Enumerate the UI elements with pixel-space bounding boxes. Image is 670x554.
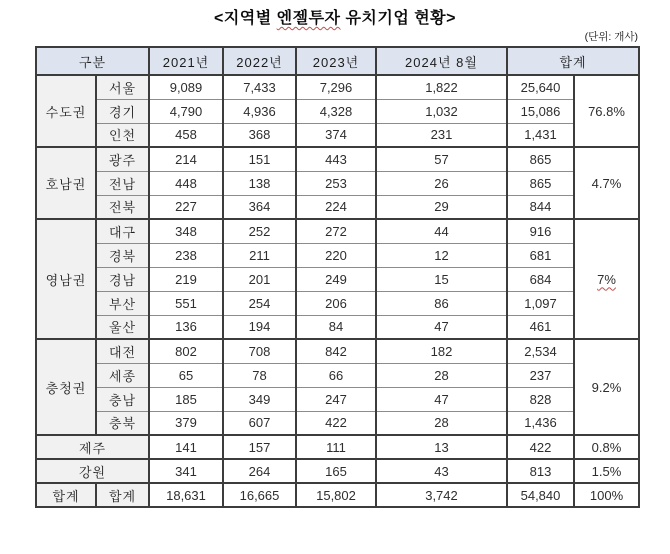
value-cell: 264 (223, 459, 296, 483)
value-cell: 214 (149, 147, 223, 171)
value-cell: 220 (296, 243, 376, 267)
table-row (36, 411, 639, 435)
value-cell: 165 (296, 459, 376, 483)
value-cell: 28 (376, 363, 507, 387)
value-cell: 7,296 (296, 75, 376, 99)
percent-cell: 76.8% (574, 75, 639, 147)
table-row (36, 147, 639, 171)
city-cell: 대구 (96, 219, 149, 243)
value-cell: 3,742 (376, 483, 507, 507)
table-row (36, 267, 639, 291)
value-cell: 47 (376, 315, 507, 339)
header-row (36, 47, 639, 75)
value-cell: 47 (376, 387, 507, 411)
value-cell: 78 (223, 363, 296, 387)
table-row (36, 339, 639, 363)
header-total: 합계 (507, 47, 639, 75)
value-cell: 15,802 (296, 483, 376, 507)
value-cell: 84 (296, 315, 376, 339)
value-cell: 254 (223, 291, 296, 315)
header-2021: 2021년 (149, 47, 223, 75)
value-cell: 842 (296, 339, 376, 363)
region-group-cell: 충청권 (36, 339, 96, 435)
city-cell: 경북 (96, 243, 149, 267)
city-cell: 울산 (96, 315, 149, 339)
header-2024-aug: 2024년 8월 (376, 47, 507, 75)
table-row (36, 123, 639, 147)
value-cell: 57 (376, 147, 507, 171)
page-title (0, 5, 670, 28)
value-cell: 141 (149, 435, 223, 459)
unit-note: (단위: 개사) (584, 31, 638, 43)
header-gubun: 구분 (36, 47, 149, 75)
value-cell: 1,032 (376, 99, 507, 123)
value-cell: 206 (296, 291, 376, 315)
value-cell: 865 (507, 171, 574, 195)
value-cell: 551 (149, 291, 223, 315)
value-cell: 461 (507, 315, 574, 339)
value-cell: 813 (507, 459, 574, 483)
table-row (36, 171, 639, 195)
value-cell: 253 (296, 171, 376, 195)
percent-cell: 7% (574, 219, 639, 339)
value-cell: 237 (507, 363, 574, 387)
value-cell: 43 (376, 459, 507, 483)
region-investment-table (35, 46, 640, 508)
value-cell: 364 (223, 195, 296, 219)
table-row (36, 459, 639, 483)
value-cell: 227 (149, 195, 223, 219)
table-row (36, 219, 639, 243)
value-cell: 16,665 (223, 483, 296, 507)
total-label-cell: 합계 (96, 483, 149, 507)
value-cell: 458 (149, 123, 223, 147)
value-cell: 65 (149, 363, 223, 387)
table-row (36, 387, 639, 411)
city-cell: 서울 (96, 75, 149, 99)
city-cell: 광주 (96, 147, 149, 171)
value-cell: 422 (296, 411, 376, 435)
city-cell: 충북 (96, 411, 149, 435)
value-cell: 7,433 (223, 75, 296, 99)
value-cell: 28 (376, 411, 507, 435)
value-cell: 219 (149, 267, 223, 291)
region-cell: 강원 (36, 459, 149, 483)
value-cell: 249 (296, 267, 376, 291)
value-cell: 44 (376, 219, 507, 243)
value-cell: 66 (296, 363, 376, 387)
value-cell: 111 (296, 435, 376, 459)
value-cell: 607 (223, 411, 296, 435)
value-cell: 194 (223, 315, 296, 339)
table-header (36, 47, 639, 75)
table-body (36, 75, 639, 507)
value-cell: 349 (223, 387, 296, 411)
table-row (36, 99, 639, 123)
value-cell: 224 (296, 195, 376, 219)
value-cell: 247 (296, 387, 376, 411)
city-cell: 인천 (96, 123, 149, 147)
value-cell: 828 (507, 387, 574, 411)
value-cell: 272 (296, 219, 376, 243)
value-cell: 201 (223, 267, 296, 291)
value-cell: 1,436 (507, 411, 574, 435)
value-cell: 26 (376, 171, 507, 195)
value-cell: 18,631 (149, 483, 223, 507)
value-cell: 15 (376, 267, 507, 291)
city-cell: 경기 (96, 99, 149, 123)
table-row (36, 291, 639, 315)
value-cell: 916 (507, 219, 574, 243)
title-suffix: 유치기업 현황> (340, 10, 456, 27)
city-cell: 경남 (96, 267, 149, 291)
value-cell: 681 (507, 243, 574, 267)
value-cell: 54,840 (507, 483, 574, 507)
value-cell: 4,936 (223, 99, 296, 123)
value-cell: 136 (149, 315, 223, 339)
table-row (36, 435, 639, 459)
value-cell: 379 (149, 411, 223, 435)
value-cell: 4,790 (149, 99, 223, 123)
table-row (36, 243, 639, 267)
value-cell: 15,086 (507, 99, 574, 123)
header-2023: 2023년 (296, 47, 376, 75)
value-cell: 25,640 (507, 75, 574, 99)
value-cell: 86 (376, 291, 507, 315)
header-2022: 2022년 (223, 47, 296, 75)
value-cell: 422 (507, 435, 574, 459)
percent-cell: 100% (574, 483, 639, 507)
city-cell: 전남 (96, 171, 149, 195)
title-prefix: <지역별 (214, 10, 277, 27)
value-cell: 1,431 (507, 123, 574, 147)
value-cell: 231 (376, 123, 507, 147)
value-cell: 1,097 (507, 291, 574, 315)
value-cell: 1,822 (376, 75, 507, 99)
report-page (0, 5, 670, 508)
value-cell: 12 (376, 243, 507, 267)
city-cell: 세종 (96, 363, 149, 387)
region-group-cell: 수도권 (36, 75, 96, 147)
percent-cell: 4.7% (574, 147, 639, 219)
value-cell: 29 (376, 195, 507, 219)
value-cell: 448 (149, 171, 223, 195)
city-cell: 대전 (96, 339, 149, 363)
value-cell: 368 (223, 123, 296, 147)
value-cell: 2,534 (507, 339, 574, 363)
value-cell: 684 (507, 267, 574, 291)
value-cell: 9,089 (149, 75, 223, 99)
city-cell: 부산 (96, 291, 149, 315)
value-cell: 4,328 (296, 99, 376, 123)
total-label-cell: 합계 (36, 483, 96, 507)
value-cell: 238 (149, 243, 223, 267)
table-row (36, 195, 639, 219)
value-cell: 151 (223, 147, 296, 171)
table-row (36, 75, 639, 99)
table-row (36, 363, 639, 387)
percent-cell: 0.8% (574, 435, 639, 459)
value-cell: 341 (149, 459, 223, 483)
percent-cell: 9.2% (574, 339, 639, 435)
total-row (36, 483, 639, 507)
value-cell: 802 (149, 339, 223, 363)
region-group-cell: 영남권 (36, 219, 96, 339)
region-cell: 제주 (36, 435, 149, 459)
region-group-cell: 호남권 (36, 147, 96, 219)
value-cell: 138 (223, 171, 296, 195)
value-cell: 252 (223, 219, 296, 243)
value-cell: 348 (149, 219, 223, 243)
value-cell: 844 (507, 195, 574, 219)
value-cell: 211 (223, 243, 296, 267)
city-cell: 전북 (96, 195, 149, 219)
value-cell: 443 (296, 147, 376, 171)
value-cell: 182 (376, 339, 507, 363)
title-misspelled-word: 엔젤투자 (276, 10, 341, 27)
value-cell: 13 (376, 435, 507, 459)
value-cell: 708 (223, 339, 296, 363)
value-cell: 374 (296, 123, 376, 147)
table-row (36, 315, 639, 339)
value-cell: 865 (507, 147, 574, 171)
value-cell: 185 (149, 387, 223, 411)
value-cell: 157 (223, 435, 296, 459)
city-cell: 충남 (96, 387, 149, 411)
percent-cell: 1.5% (574, 459, 639, 483)
